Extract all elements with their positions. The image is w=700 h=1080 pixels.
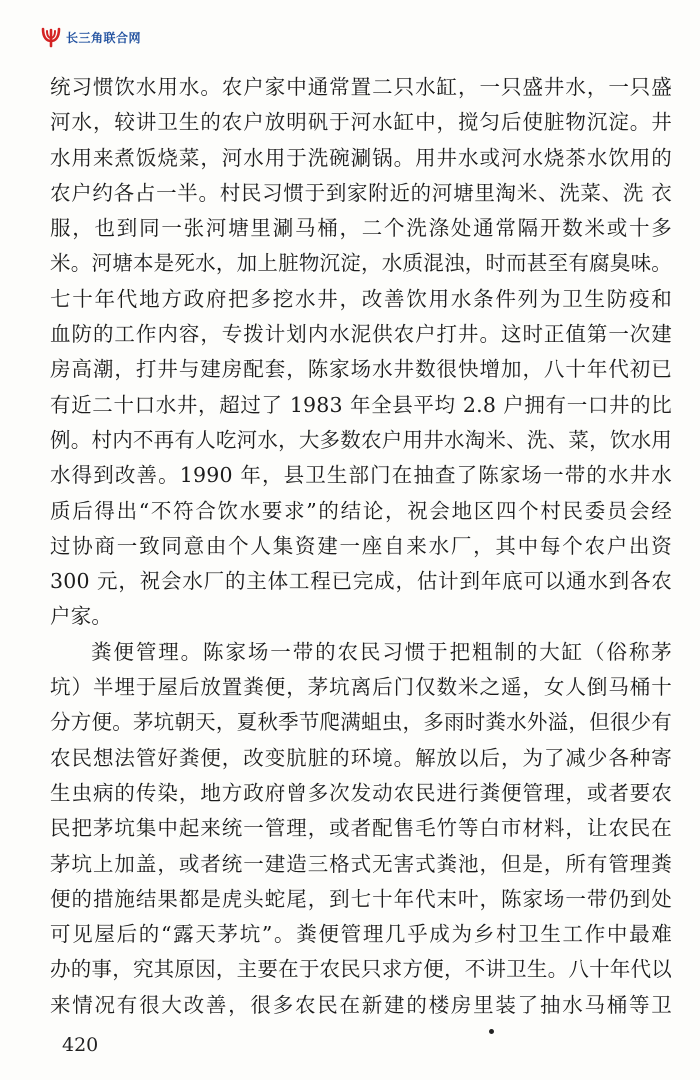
text-line: 分方便。茅坑朝天，夏秋季节爬满蛆虫，多雨时粪水外溢，但很少有 [50, 710, 672, 735]
text-line: 便的措施结果都是虎头蛇尾，到七十年代末叶，陈家场一带仍到处 [50, 886, 672, 911]
site-logo-icon [40, 26, 62, 48]
paragraph-start-line: 粪便管理。陈家场一带的农民习惯于把粗制的大缸（俗称茅 [91, 639, 672, 664]
text-line: 服，也到同一张河塘里涮马桶，二个洗涤处通常隔开数米或十多 [50, 216, 672, 241]
body-text [50, 70, 672, 1023]
text-line: 300 元，祝会水厂的主体工程已完成，估计到年底可以通水到各农 [50, 569, 672, 594]
text-line: 例。村内不再有人吃河水，大多数农户用井水淘米、洗、菜，饮水用 [50, 427, 672, 452]
text-line: 生虫病的传染，地方政府曾多次发动农民进行粪便管理，或者要农 [50, 780, 672, 805]
text-line: 统习惯饮水用水。农户家中通常置二只水缸，一只盛井水，一只盛 [50, 75, 672, 99]
site-name[interactable]: 长三角联合网 [66, 30, 142, 45]
text-line: 质后得出“不符合饮水要求”的结论，祝会地区四个村民委员会经 [50, 498, 672, 523]
text-line: 过协商一致同意由个人集资建一座自来水厂，其中每个农户出资 [50, 533, 672, 558]
text-line: 水得到改善。1990 年，县卫生部门在抽查了陈家场一带的水井水 [50, 463, 672, 488]
text-line: 水用来煮饭烧菜，河水用于洗碗涮锅。用井水或河水烧茶水饮用的 [50, 145, 672, 170]
text-line: 七十年代地方政府把多挖水井，改善饮用水条件列为卫生防疫和 [50, 286, 672, 311]
ink-speck [489, 1029, 494, 1034]
text-line: 茅坑上加盖，或者统一建造三格式无害式粪池，但是，所有管理粪 [50, 851, 672, 876]
text-line: 米。河塘本是死水，加上脏物沉淀，水质混浊，时而甚至有腐臭味。 [50, 251, 672, 276]
text-line: 河水，较讲卫生的农户放明矾于河水缸中，搅匀后使脏物沉淀。井 [50, 110, 672, 135]
text-line: 来情况有很大改善，很多农民在新建的楼房里装了抽水马桶等卫 [50, 992, 672, 1017]
text-line: 农户约各占一半。村民习惯于到家附近的河塘里淘米、洗菜、洗 衣 [50, 180, 672, 205]
text-line: 民把茅坑集中起来统一管理，或者配售毛竹等白市材料，让农民在 [50, 816, 672, 841]
text-line: 坑）半埋于屋后放置粪便，茅坑离后门仅数米之遥，女人倒马桶十 [50, 675, 672, 700]
page-number: 420 [62, 1034, 99, 1056]
text-line: 房高潮，打井与建房配套，陈家场水井数很快增加，八十年代初已 [50, 357, 672, 382]
text-line: 农民想法管好粪便，改变肮脏的环境。解放以后，为了减少各种寄 [50, 745, 672, 770]
text-line: 可见屋后的“露天茅坑”。粪便管理几乎成为乡村卫生工作中最难 [50, 922, 672, 947]
text-line: 有近二十口水井，超过了 1983 年全县平均 2.8 户拥有一口井的比 [50, 392, 672, 417]
text-line: 办的事，究其原因，主要在于农民只求方便，不讲卫生。八十年代以 [50, 957, 672, 982]
site-header [40, 25, 141, 49]
text-line: 户家。 [50, 604, 113, 629]
text-line: 血防的工作内容，专拨计划内水泥供农户打井。这时正值第一次建 [50, 322, 672, 347]
